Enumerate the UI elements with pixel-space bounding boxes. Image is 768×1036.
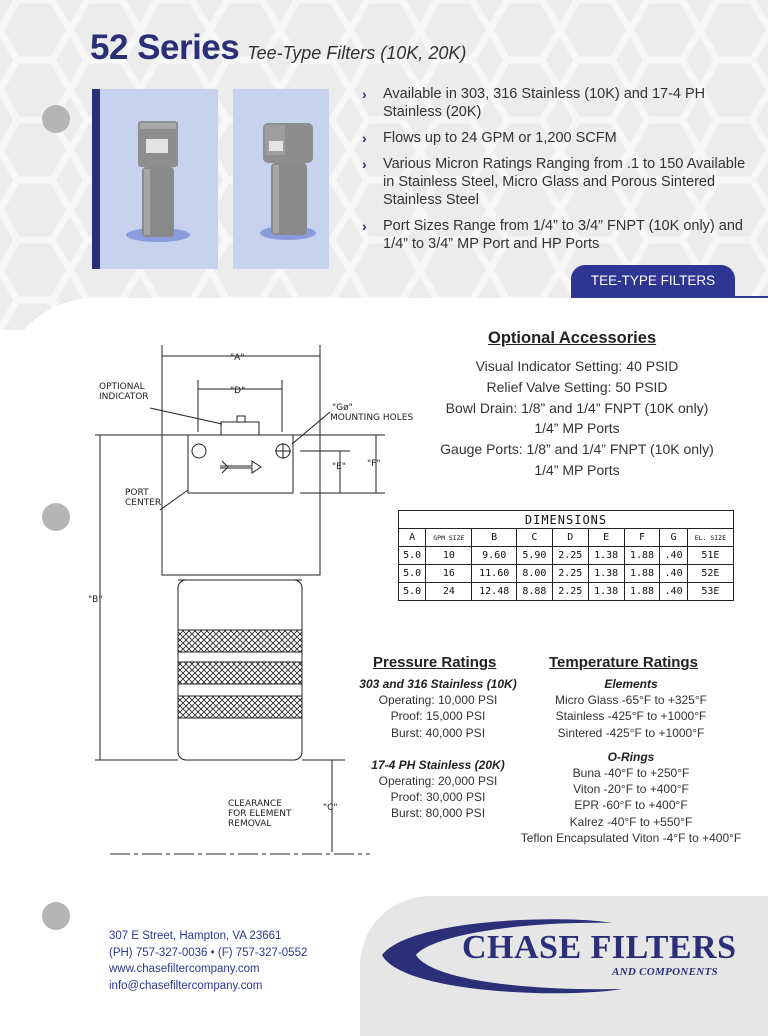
element-band: [178, 630, 302, 652]
contact-info: [109, 928, 307, 994]
chevron-right-icon: ›: [362, 130, 367, 146]
logo-tagline: AND COMPONENTS: [612, 966, 718, 978]
pressure-line: Operating: 10,000 PSI: [378, 693, 498, 708]
logo-name: CHASE FILTERS: [462, 929, 737, 966]
label-center: CENTER: [125, 498, 162, 508]
table-row: 5.0 10 9.60 5.90 2.25 1.38 1.88 .40 51E: [399, 547, 734, 565]
feature-item: › Flows up to 24 GPM or 1,200 SCFM: [362, 130, 617, 146]
column-header: A: [399, 529, 426, 547]
product-photo-side: [233, 89, 329, 269]
series-subtitle: Tee-Type Filters (10K, 20K): [247, 43, 467, 63]
dimensions-table: [398, 510, 734, 601]
temperature-line: Viton -20°F to +400°F: [573, 782, 689, 797]
temperature-line: EPR -60°F to +400°F: [574, 798, 688, 813]
table-caption: DIMENSIONS: [399, 511, 734, 529]
feature-item: › Various Micron Ratings Ranging from .1 to 150 Available in Stainless Steel, Micro Glass and Porous Sintered Stainless Steel: [362, 156, 746, 208]
label-d: "D": [230, 386, 246, 396]
page-title: [90, 28, 466, 68]
product-photo-front: [100, 89, 218, 269]
feature-item: › Available in 303, 316 Stainless (10K) and 17-4 PH Stainless (20K): [362, 86, 706, 120]
column-header: G: [660, 529, 687, 547]
section-tab: TEE-TYPE FILTERS: [571, 265, 735, 297]
temperature-heading: Temperature Ratings: [549, 654, 698, 671]
temperature-line: Stainless -425°F to +1000°F: [555, 709, 707, 724]
feature-list: [362, 85, 752, 261]
column-header: EL. SIZE: [687, 529, 733, 547]
table-row: 5.0 16 11.60 8.00 2.25 1.38 1.88 .40 52E: [399, 565, 734, 583]
temperature-line: Kalrez -40°F to +550°F: [569, 814, 693, 829]
label-b: "B": [88, 595, 103, 605]
pressure-line: Burst: 40,000 PSI: [390, 725, 486, 740]
accessory-line: 1/4” MP Ports: [534, 461, 620, 478]
pressure-group-title: 17-4 PH Stainless (20K): [371, 757, 505, 772]
pressure-ratings: [350, 676, 526, 822]
photo-accent-bar: [92, 89, 100, 269]
chevron-right-icon: ›: [362, 156, 367, 172]
chevron-right-icon: ›: [362, 86, 367, 102]
label-c: "C": [323, 803, 338, 813]
temperature-line: Teflon Encapsulated Viton -4°F to +400°F: [520, 830, 742, 845]
chevron-right-icon: ›: [362, 218, 367, 234]
tab-underline: [571, 296, 768, 298]
label-clearance: CLEARANCE: [228, 799, 282, 809]
temperature-line: Buna -40°F to +250°F: [572, 766, 690, 781]
accessories-heading: Optional Accessories: [488, 329, 657, 347]
pressure-line: Operating: 20,000 PSI: [378, 774, 498, 789]
temperature-line: Sintered -425°F to +1000°F: [557, 725, 705, 740]
pressure-line: Proof: 30,000 PSI: [390, 790, 486, 805]
temperature-ratings: [516, 676, 746, 846]
label-optional: OPTIONAL: [99, 382, 145, 392]
column-header: D: [552, 529, 588, 547]
email-link[interactable]: info@chasefiltercompany.com: [109, 979, 263, 992]
accessory-line: 1/4” MP Ports: [534, 420, 620, 437]
filter-side-image: [233, 89, 329, 269]
temperature-group-title: O-Rings: [607, 749, 655, 764]
column-header: C: [516, 529, 552, 547]
label-removal: REMOVAL: [228, 819, 272, 829]
label-port: PORT: [125, 488, 149, 498]
label-e: "E": [332, 462, 346, 472]
label-mounting-holes: MOUNTING HOLES: [330, 413, 414, 423]
pressure-line: Burst: 80,000 PSI: [390, 806, 486, 821]
label-a: "A": [230, 353, 245, 363]
website-link[interactable]: www.chasefiltercompany.com: [109, 963, 260, 975]
binder-hole: [42, 902, 70, 930]
accessories-list: [414, 356, 740, 481]
address: 307 E Street, Hampton, VA 23661: [109, 930, 282, 942]
pressure-line: Proof: 15,000 PSI: [390, 709, 486, 724]
column-header: GPM SIZE: [426, 529, 472, 547]
label-for-element: FOR ELEMENT: [228, 809, 292, 819]
column-header: E: [588, 529, 624, 547]
feature-item: › Port Sizes Range from 1/4” to 3/4” FNPT (10K only) and 1/4” to 3/4” MP Port and HP Ports: [362, 218, 743, 252]
pressure-heading: Pressure Ratings: [373, 654, 497, 671]
series-name: 52 Series: [90, 28, 240, 67]
binder-hole: [42, 105, 70, 133]
element-band: [178, 696, 302, 718]
table-header-row: [399, 529, 734, 547]
temperature-group-title: Elements: [604, 677, 658, 691]
pressure-group-title: 303 and 316 Stainless (10K): [359, 677, 517, 691]
accessory-line: Gauge Ports: 1/8” and 1/4” FNPT (10K only): [440, 441, 714, 458]
accessory-line: Bowl Drain: 1/8” and 1/4” FNPT (10K only): [445, 399, 709, 416]
column-header: F: [624, 529, 660, 547]
table-row: 5.0 24 12.48 8.88 2.25 1.38 1.88 .40 53E: [399, 583, 734, 601]
element-band: [178, 662, 302, 684]
accessory-line: Relief Valve Setting: 50 PSID: [486, 378, 668, 395]
label-f: "F": [367, 459, 381, 469]
label-indicator: INDICATOR: [99, 392, 149, 402]
column-header: B: [472, 529, 516, 547]
label-g: "Gø": [332, 403, 353, 413]
accessory-line: Visual Indicator Setting: 40 PSID: [475, 358, 679, 374]
phone-fax: (PH) 757-327-0036 • (F) 757-327-0552: [109, 946, 308, 959]
temperature-line: Micro Glass -65°F to +325°F: [555, 693, 707, 708]
filter-front-image: [100, 89, 218, 269]
